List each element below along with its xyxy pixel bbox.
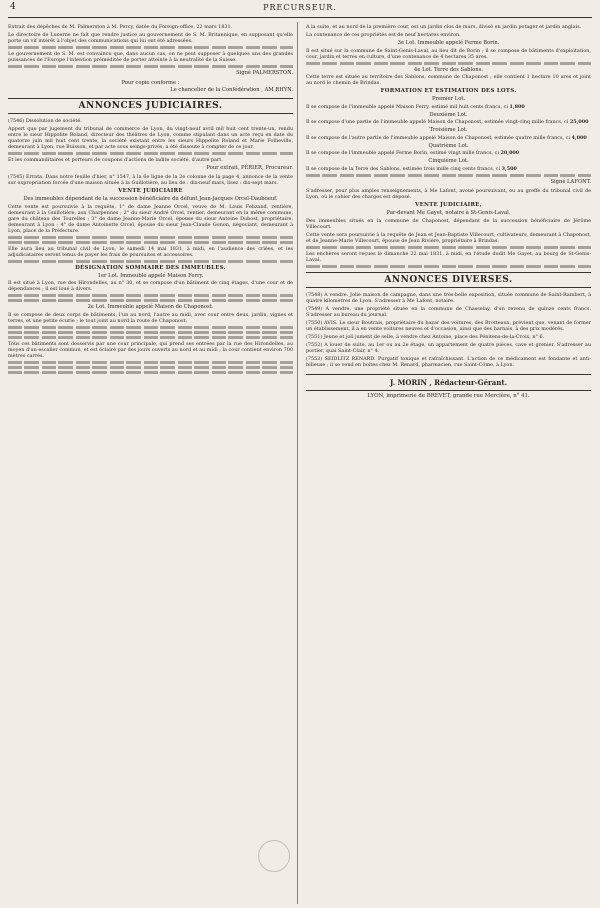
price-lot-label: Troisième Lot. [429,127,468,133]
price-lot-description: Il se compose de la Terre des Sablons, estimée trois mille cinq cents francs, ci [306,165,501,172]
text-line-filler [8,336,293,339]
masthead-title: PRECURSEUR. [263,3,337,12]
column-divider [297,22,298,904]
price-lot-description: Il se compose de l'autre partie de l'immeuble appelé Maison de Chaponost, estimée quatre mille francs, ci [306,134,570,141]
price-lot-description: Il se compose d'une partie de l'immeuble appelé Maison de Chaponost, estimée vingt-cinq mille francs, ci [306,119,569,125]
notice-7546-body: Et les commanditaires et porteurs de coupons d'actions de ladite société, d'autre part. [8,156,223,163]
text-line-filler [8,46,293,49]
vente2-paragraph: Les enchères seront reçues le dimanche 22 mai 1831, à midi, en l'étude dudit Me Gayet, au bourg de St-Genis-Laval. [306,250,591,263]
lot-3-title: 3e Lot. Immeuble appelé Ferme Borin. [397,40,500,46]
dispatch-paragraph: Le directoire de Lucerne ne fait que rendre justice au gouvernement de S. M. Britannique, en supposant qu'elle porte un vif intérêt à l'objet des communications qui lui ont été adressées. [8,32,293,44]
notice-7546-signature: Pour extrait, PÉRIER, Procureur. [206,164,293,171]
lot-1-body: Il est situé à Lyon, rue des Hirondelles, au n° 30, et se compose d'un bâtiment de cinq étages, d'une cour et de dépendances ; il est loué à divers. [8,280,293,292]
price-lot-value: 4,000 [571,134,587,141]
text-line-filler [8,260,293,263]
text-line-filler [8,299,293,302]
price-lot-value: 20,000 [500,150,520,156]
vente-paragraph: Elle aura lieu au tribunal civil de Lyon, le samedi 14 mai 1831, à midi, en l'audience des criées, et les adjudicataires seront tenus de payer les frais de poursuites et accessoires. [8,245,293,258]
text-line-filler [8,152,293,155]
text-line-filler [8,241,293,244]
notice-7546-body: Appert que par jugement du tribunal de commerce de Lyon, du vingt-neuf avril mil huit cent trente-un, rendu entre le sieur Hippolite Roland, directeur des théâtres de Lyon, comme stipulant dans un acte reçu en date du quatorze juin mil huit cent trente, la société existant entre les sieurs Hippolite Roland et Marie Follieville, demeurant à Lyon, rue Buisson, et par acte sous seings-privés, a été dissoute à compter de ce jour. [8,125,293,150]
price-lot-label: Cinquième Lot. [428,158,469,164]
divers-notice: (7553) SEIDLITZ RENARD. Purgatif tonique et rafraîchissant. L'action de ce médicament est fondante et anti-bilieuse ; il se vend en boîtes chez M. Renard, pharmacien, rue Saint-Côme, à Lyon. [306,355,591,368]
divers-notice: (7549) A vendre, une propriété située en la commune de Chasselay, d'un revenu de quinze cents francs. S'adresser au bureau du journal. [306,305,591,318]
divers-notice: (7552) A louer de suite, au 1er ou au 2e étage, un appartement de quatre pièces, cave et grenier. S'adresser au portier, quai Saint-Clair, n° 4. [306,341,591,354]
lot-4-body: Cette terre est située au territoire des Sablons, commune de Chaponost ; elle contient 1 hectare 10 ares et joint au nord le chemin de Brindas. [306,74,591,86]
text-line-filler [8,366,293,369]
dispatch-paragraph: Le gouvernement de S. M. est convaincu que, dans aucun cas, on ne peut supposer à quelques uns des grandes puissances de l'Europe l'intention préméditée de porter atteinte à la neutralité de la Suisse. [8,51,293,63]
editor-signature: J. MORIN , Rédacteur-Gérant. [306,374,591,391]
price-lot-text [306,135,591,141]
notice-7545-errata: (7545) Errata. Dans notre feuille d'hier, n° 1547, à la 6e ligne de la 2e colonne de la page 4, annonce de la vente sur expropriation forcée d'une maison située à la Guillotière, au lieu de : dix-neuf mars, lisez : dix-sept mars. [8,174,293,186]
price-lot-text [306,119,591,125]
text-line-filler [8,326,293,329]
section-annonces-judiciaires: ANNONCES JUDICIAIRES. [8,98,293,114]
vente2-paragraph: Des immeubles situés en la commune de Chaponost, dépendant de la succession bénéficiaire de Jérôme Villecourt. [306,217,591,230]
price-lot-text [306,166,591,172]
price-lot-label: Deuxième Lot. [429,111,468,118]
price-lot-value: 3,500 [501,165,517,172]
lot-1-title: 1er Lot. Immeuble appelé Maison Ferry. [97,272,204,279]
copy-conform: Pour copie conforme : [121,79,180,86]
text-line-filler [306,265,591,268]
page-header [0,0,600,18]
section-formation-lots: FORMATION ET ESTIMATION DES LOTS. [380,88,517,94]
closing-paragraph: Tous ces bâtiments sont desservis par une cour principale, qui prend ses entrées par la rue des Hirondelles, au moyen d'un escalier commun, et est éclairé par des jours ouverts au nord et au midi ; la cour contient environ 700 mètres carrés. [8,340,293,359]
header-rule [8,17,592,18]
section-annonces-diverses: ANNONCES DIVERSES. [306,272,591,288]
text-line-filler [8,236,293,239]
printer-line: LYON, imprimerie de BREVET, grande rue Mercière, n° 41. [367,392,530,399]
vente2-notary: Par-devant Me Gayet, notaire à St-Genis-Laval. [386,210,511,216]
text-line-filler [8,331,293,334]
text-line-filler [8,65,293,68]
price-lot-label: Premier Lot. [431,96,466,102]
text-line-filler [8,361,293,364]
lot-2-body: Il se compose de deux corps de bâtiments, l'un au nord, l'autre au midi, avec cour entre deux, jardin, vignes et terres, et une petite écurie ; le tout joint au nord la route de Chaponost. [8,311,293,324]
price-lot-label: Quatrième Lot. [428,142,469,149]
left-column [8,24,293,899]
vente2-paragraph: Cette vente sera poursuivie à la requête de Jean et Jean-Baptiste Villecourt, cultivateurs, demeurant à Chaponost, et de Jeanne-Marie Villecourt, épouse de Jean Rivière, propriétaire à Brindas. [306,231,591,244]
continuation-paragraph: La contenance de ces propriétés est de neuf hectares environ. [306,32,461,38]
text-line-filler [306,174,591,177]
lot-4-title: 4e Lot. Terre des Sablons. [414,66,483,73]
divers-notice: (7550) AVIS. Le sieur Boutrais, propriétaire du bazar des voitures, des Brotteaux, prévient que, venant de former un établissement, il a en vente voitures neuves et d'occasion, ainsi que des harnais, à des prix modérés. [306,319,591,332]
text-line-filler [306,246,591,249]
continuation-paragraph: A la suite, et au nord de la première cour, est un jardin clos de murs, divisé en jardin potager et jardin anglais. [306,24,582,30]
price-lot-description: Il se compose de l'immeuble appelé Maison Ferry, estimé mil huit cents francs, ci [306,103,508,110]
stamp-seal [258,840,290,872]
notice-7546-title: (7546) Dissolution de société. [8,117,82,124]
vente-contact-note: S'adresser, pour plus amples renseignements, à Me Lafont, avoué poursuivant, ou au greffe du tribunal civil de Lyon, où le cahier des charges est déposé. [306,188,591,200]
divers-notice: (7551) Jeune et joli jument de selle, à vendre chez Antoine, place des Pénitens-de-la-Croix, n° 6. [306,333,545,340]
text-line-filler [8,371,293,374]
dispatch-extract-heading: Extrait des dépêches de M. Palmerston à M. Percy, datée du Foreign-office, 22 mars 1831. [8,24,233,30]
section-vente-judiciaire-2: VENTE JUDICIAIRE, [415,202,482,208]
signature: Signé PALMERSTON. [236,70,293,76]
price-lot-text [306,104,591,110]
right-column [306,24,591,899]
vente-paragraph: Cette vente est poursuivie à la requête, 1° de dame Jeanne Orcel, veuve de M. Louis Felizand, rentière, demeurant à la Guillotière, aux Charpennes ; 2° du sieur André Orcel, rentier, demeurant en la même commune, gare du château des Tourelles ; 3° de dame Jeanne-Marie Orcel, épouse du sieur Antoine Dubost, propriétaire, demeurant à Lyon ; 4° de dame Antoinette Orcel, épouse du sieur Jean-Claude Gonon, négociant, demeurant à Lyon, place de la Préfecture. [8,203,293,234]
text-line-filler [306,62,591,65]
vente-signature: Signé LAFONT. [550,178,591,185]
page-number: 4 [10,2,16,12]
price-lot-value: 1,800 [509,103,525,110]
divers-notice: (7548) A vendre. Jolie maison de campagne, dans une très-belle exposition, située commune de Saint-Rambert, à quatre kilomètres de Lyon. S'adresser à Me Lafont, notaire. [306,291,591,304]
section-vente-judiciaire: VENTE JUDICIAIRE [118,188,183,194]
text-line-filler [8,294,293,297]
vente-title: Des immeubles dépendant de la succession bénéficiaire du défunt Jean-Jacques Orcel-Dauboeuf. [23,196,278,202]
chancellor-signature: Le chancelier de la Confédération , AM RHYN. [170,87,293,93]
price-lot-description: Il se compose de l'immeuble appelé Ferme Borin, estimé vingt mille francs, ci [306,150,499,156]
lot-2-title: 2e Lot. Immeuble appelé Maison de Chaponost. [87,304,214,310]
lot-3-body: Il est situé sur la commune de Saint-Genis-Laval, au lieu dit de Borin ; il se compose de bâtiments d'exploitation, cour, jardin et terres en culture, d'une contenance de 4 hectares 35 ares. [306,47,591,60]
price-lot-text [306,150,591,156]
price-lot-value: 25,000 [569,119,589,125]
section-designation: DÉSIGNATION SOMMAIRE DES IMMEUBLES. [75,264,226,271]
